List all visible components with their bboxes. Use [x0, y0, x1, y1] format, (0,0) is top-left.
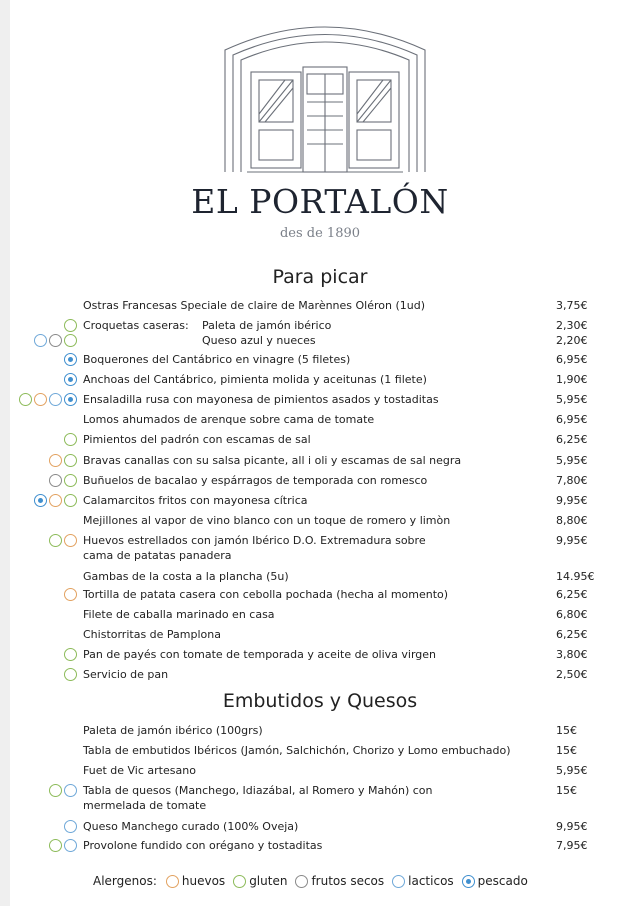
item-name: Servicio de pan [83, 668, 169, 681]
item-price: 2,20€ [556, 334, 588, 347]
item-name: Pimientos del padrón con escamas de sal [83, 433, 311, 446]
allergen-icons [64, 648, 77, 661]
allergen-icons [19, 393, 77, 406]
item-name: Filete de caballa marinado en casa [83, 608, 275, 621]
item-price: 6,80€ [556, 608, 588, 621]
frutos-allergen-icon [295, 875, 308, 888]
gluten-allergen-icon [64, 668, 77, 681]
item-name: Anchoas del Cantábrico, pimienta molida y aceitunas (1 filete) [83, 373, 427, 386]
allergen-icons [49, 534, 77, 547]
gluten-allergen-icon [49, 839, 62, 852]
frutos-allergen-icon [49, 334, 62, 347]
item-price: 15€ [556, 724, 577, 737]
item-name: Calamarcitos fritos con mayonesa cítrica [83, 494, 308, 507]
gluten-allergen-icon [19, 393, 32, 406]
item-price: 9,95€ [556, 820, 588, 833]
legend-item-pescado [462, 874, 528, 888]
restaurant-name: EL PORTALÓN [191, 182, 449, 221]
gluten-allergen-icon [49, 784, 62, 797]
allergen-icons [64, 668, 77, 681]
allergen-icons [49, 839, 77, 852]
item-name: Chistorritas de Pamplona [83, 628, 221, 641]
allergen-icons [64, 820, 77, 833]
item-name: Fuet de Vic artesano [83, 764, 196, 777]
allergen-icons [49, 474, 77, 487]
lacticos-allergen-icon [392, 875, 405, 888]
allergen-icons [34, 494, 77, 507]
item-name: Tabla de embutidos Ibéricos (Jamón, Salchichón, Chorizo y Lomo embuchado) [83, 744, 511, 757]
item-price: 3,80€ [556, 648, 588, 661]
item-price: 6,95€ [556, 353, 588, 366]
lacticos-allergen-icon [34, 334, 47, 347]
item-name: Paleta de jamón ibérico (100grs) [83, 724, 263, 737]
item-price: 6,25€ [556, 588, 588, 601]
allergen-icons [64, 319, 77, 332]
gluten-allergen-icon [233, 875, 246, 888]
restaurant-logo [207, 12, 443, 174]
item-name: Pan de payés con tomate de temporada y aceite de oliva virgen [83, 648, 437, 661]
gluten-allergen-icon [64, 454, 77, 467]
allergen-icons [64, 433, 77, 446]
legend-item-huevos [166, 874, 225, 888]
legend-item-label: huevos [181, 874, 226, 888]
legend-item-lacticos [392, 874, 454, 888]
item-price: 6,95€ [556, 413, 588, 426]
gluten-allergen-icon [64, 433, 77, 446]
pescado-allergen-icon [34, 494, 47, 507]
frutos-allergen-icon [49, 474, 62, 487]
huevos-allergen-icon [49, 494, 62, 507]
allergen-icons [64, 353, 77, 366]
allergen-legend [93, 874, 528, 888]
pescado-allergen-icon [64, 373, 77, 386]
allergen-icons [49, 784, 77, 797]
item-name: Ensaladilla rusa con mayonesa de pimientos asados y tostaditas [83, 393, 439, 406]
item-price: 5,95€ [556, 454, 588, 467]
pescado-allergen-icon [64, 353, 77, 366]
item-price: 15€ [556, 744, 577, 757]
allergen-icons [34, 334, 77, 347]
huevos-allergen-icon [49, 454, 62, 467]
item-price: 5,95€ [556, 393, 588, 406]
gluten-allergen-icon [64, 334, 77, 347]
item-variant: Paleta de jamón ibérico [202, 319, 332, 332]
huevos-allergen-icon [34, 393, 47, 406]
item-name: Lomos ahumados de arenque sobre cama de tomate [83, 413, 375, 426]
item-price: 1,90€ [556, 373, 588, 386]
item-name: Tortilla de patata casera con cebolla pochada (hecha al momento) [83, 588, 449, 601]
huevos-allergen-icon [166, 875, 179, 888]
allergen-icons [64, 588, 77, 601]
lacticos-allergen-icon [64, 784, 77, 797]
legend-label: Alergenos: [93, 874, 157, 888]
legend-item-label: frutos secos [311, 874, 385, 888]
lacticos-allergen-icon [64, 820, 77, 833]
item-price: 5,95€ [556, 764, 588, 777]
item-name: Boquerones del Cantábrico en vinagre (5 filetes) [83, 353, 351, 366]
allergen-icons [49, 454, 77, 467]
item-price: 2,30€ [556, 319, 588, 332]
huevos-allergen-icon [64, 534, 77, 547]
pescado-allergen-icon [64, 393, 77, 406]
item-name: Queso Manchego curado (100% Oveja) [83, 820, 299, 833]
huevos-allergen-icon [64, 588, 77, 601]
page-margin [0, 0, 10, 906]
item-name: Ostras Francesas Speciale de claire de Marènnes Oléron (1ud) [83, 299, 426, 312]
since-tagline: des de 1890 [279, 226, 361, 241]
item-name: Bravas canallas con su salsa picante, all i oli y escamas de sal negra [83, 454, 462, 467]
item-name: Tabla de quesos (Manchego, Idiazábal, al Romero y Mahón) con mermelada de tomate [83, 784, 433, 812]
item-variant: Queso azul y nueces [202, 334, 316, 347]
item-price: 14.95€ [556, 570, 595, 583]
section-title-para-picar: Para picar [272, 266, 368, 288]
item-name: Mejillones al vapor de vino blanco con un toque de romero y limòn [83, 514, 451, 527]
pescado-allergen-icon [462, 875, 475, 888]
item-price: 7,80€ [556, 474, 588, 487]
legend-item-label: lacticos [408, 874, 454, 888]
item-price: 15€ [556, 784, 577, 797]
legend-item-frutos [295, 874, 384, 888]
item-price: 6,25€ [556, 628, 588, 641]
item-price: 7,95€ [556, 839, 588, 852]
item-price: 2,50€ [556, 668, 588, 681]
legend-item-label: gluten [249, 874, 288, 888]
item-price: 9,95€ [556, 494, 588, 507]
lacticos-allergen-icon [49, 393, 62, 406]
item-name: Buñuelos de bacalao y espárragos de temporada con romesco [83, 474, 428, 487]
item-name: Huevos estrellados con jamón Ibérico D.O. Extremadura sobre cama de patatas panadera [83, 534, 426, 562]
item-name: Croquetas caseras: [83, 319, 189, 332]
item-price: 8,80€ [556, 514, 588, 527]
gluten-allergen-icon [64, 319, 77, 332]
legend-item-gluten [233, 874, 287, 888]
gluten-allergen-icon [64, 494, 77, 507]
gluten-allergen-icon [64, 648, 77, 661]
allergen-icons [64, 373, 77, 386]
item-name: Provolone fundido con orégano y tostaditas [83, 839, 323, 852]
item-price: 3,75€ [556, 299, 588, 312]
gluten-allergen-icon [64, 474, 77, 487]
section-title-embutidos-quesos: Embutidos y Quesos [222, 690, 418, 712]
item-price: 9,95€ [556, 534, 588, 547]
item-name: Gambas de la costa a la plancha (5u) [83, 570, 289, 583]
lacticos-allergen-icon [64, 839, 77, 852]
item-price: 6,25€ [556, 433, 588, 446]
legend-item-label: pescado [477, 874, 528, 888]
gluten-allergen-icon [49, 534, 62, 547]
